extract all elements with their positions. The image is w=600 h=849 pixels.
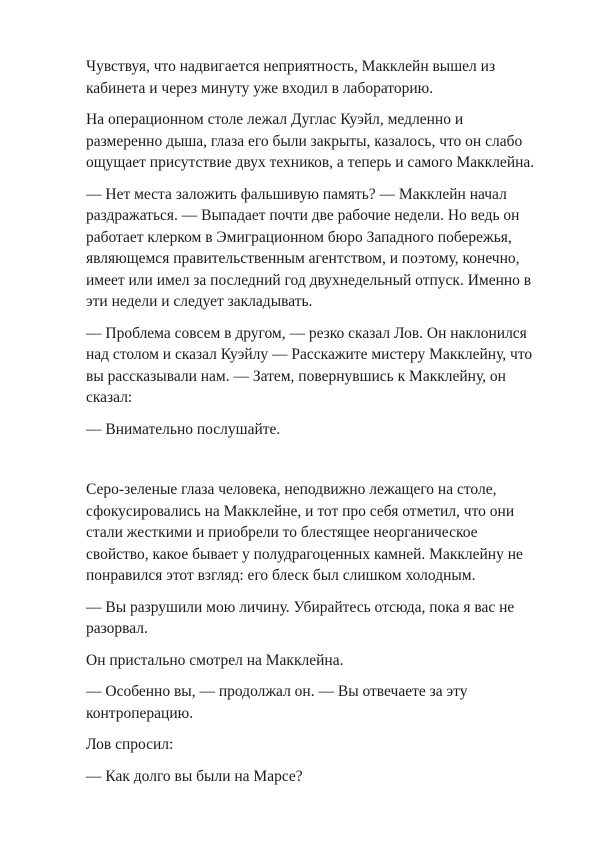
text-line: — Как долго вы были на Марсе? (86, 767, 303, 785)
text-line: кабинета и через минуту уже входил в лабораторию. (86, 79, 434, 97)
text-section-1 (86, 56, 536, 450)
paragraph (86, 681, 536, 724)
text-line: являющемся правительственным агентством, и поэтому, конечно, (86, 250, 520, 267)
text-line: разорвал. (86, 620, 148, 637)
paragraph (86, 323, 536, 409)
paragraph (86, 479, 536, 587)
text-line: над столом и сказал Куэйлу — Расскажите мистеру Макклейну, что (86, 346, 533, 363)
text-line: — Внимательно послушайте. (86, 420, 281, 438)
text-line: — Особенно вы, — продолжал он. — Вы отвечаете за эту (86, 683, 468, 700)
text-line: свойство, какое бывает у полудрагоценных камней. Макклейну не (86, 545, 523, 563)
paragraph (86, 184, 536, 313)
paragraph (86, 734, 536, 756)
paragraph (86, 109, 536, 174)
text-line: — Нет места заложить фальшивую память? — Макклейн начал (86, 185, 507, 203)
text-line: Серо-зеленые глаза человека, неподвижно лежащего на столе, (86, 481, 497, 498)
text-line: имеет или имел за последний год двухнедельный отпуск. Именно в (86, 271, 532, 289)
text-line: контроперацию. (86, 704, 194, 722)
paragraph (86, 766, 536, 788)
text-line: стали жесткими и приобрели то блестящее неорганическое (86, 524, 478, 541)
text-line: На операционном столе лежал Дуглас Куэйл, медленно и (86, 111, 464, 128)
text-section-2 (86, 479, 536, 797)
text-line: раздражаться. — Выпадает почти две рабочие недели. Но ведь он (86, 207, 520, 224)
text-line: ощущает присутствие двух техников, а теперь и самого Макклейна. (86, 154, 535, 171)
text-line: размеренно дыша, глаза его были закрыты, казалось, что он слабо (86, 132, 523, 150)
text-line: эти недели и следует закладывать. (86, 293, 313, 310)
text-line: Он пристально смотрел на Макклейна. (86, 651, 344, 669)
text-line: вы рассказывали нам. — Затем, повернувшись к Макклейну, он (86, 367, 506, 385)
text-line: — Проблема совсем в другом, — резко сказал Лов. Он наклонился (86, 324, 527, 342)
text-line: работает клерком в Эмиграционном бюро Западного побережья, (86, 228, 512, 246)
text-line: понравился этот взгляд: его блеск был слишком холодным. (86, 567, 476, 584)
text-line: Лов спросил: (86, 736, 174, 753)
text-line: — Вы разрушили мою личину. Убирайтесь отсюда, пока я вас не (86, 598, 515, 616)
text-line: сфокусировались на Макклейне, и тот про себя отметил, что они (86, 502, 515, 520)
paragraph (86, 56, 536, 99)
paragraph (86, 419, 536, 441)
text-line: сказал: (86, 389, 133, 406)
paragraph (86, 650, 536, 672)
text-line: Чувствуя, что надвигается неприятность, Макклейн вышел из (86, 58, 496, 75)
paragraph (86, 597, 536, 640)
